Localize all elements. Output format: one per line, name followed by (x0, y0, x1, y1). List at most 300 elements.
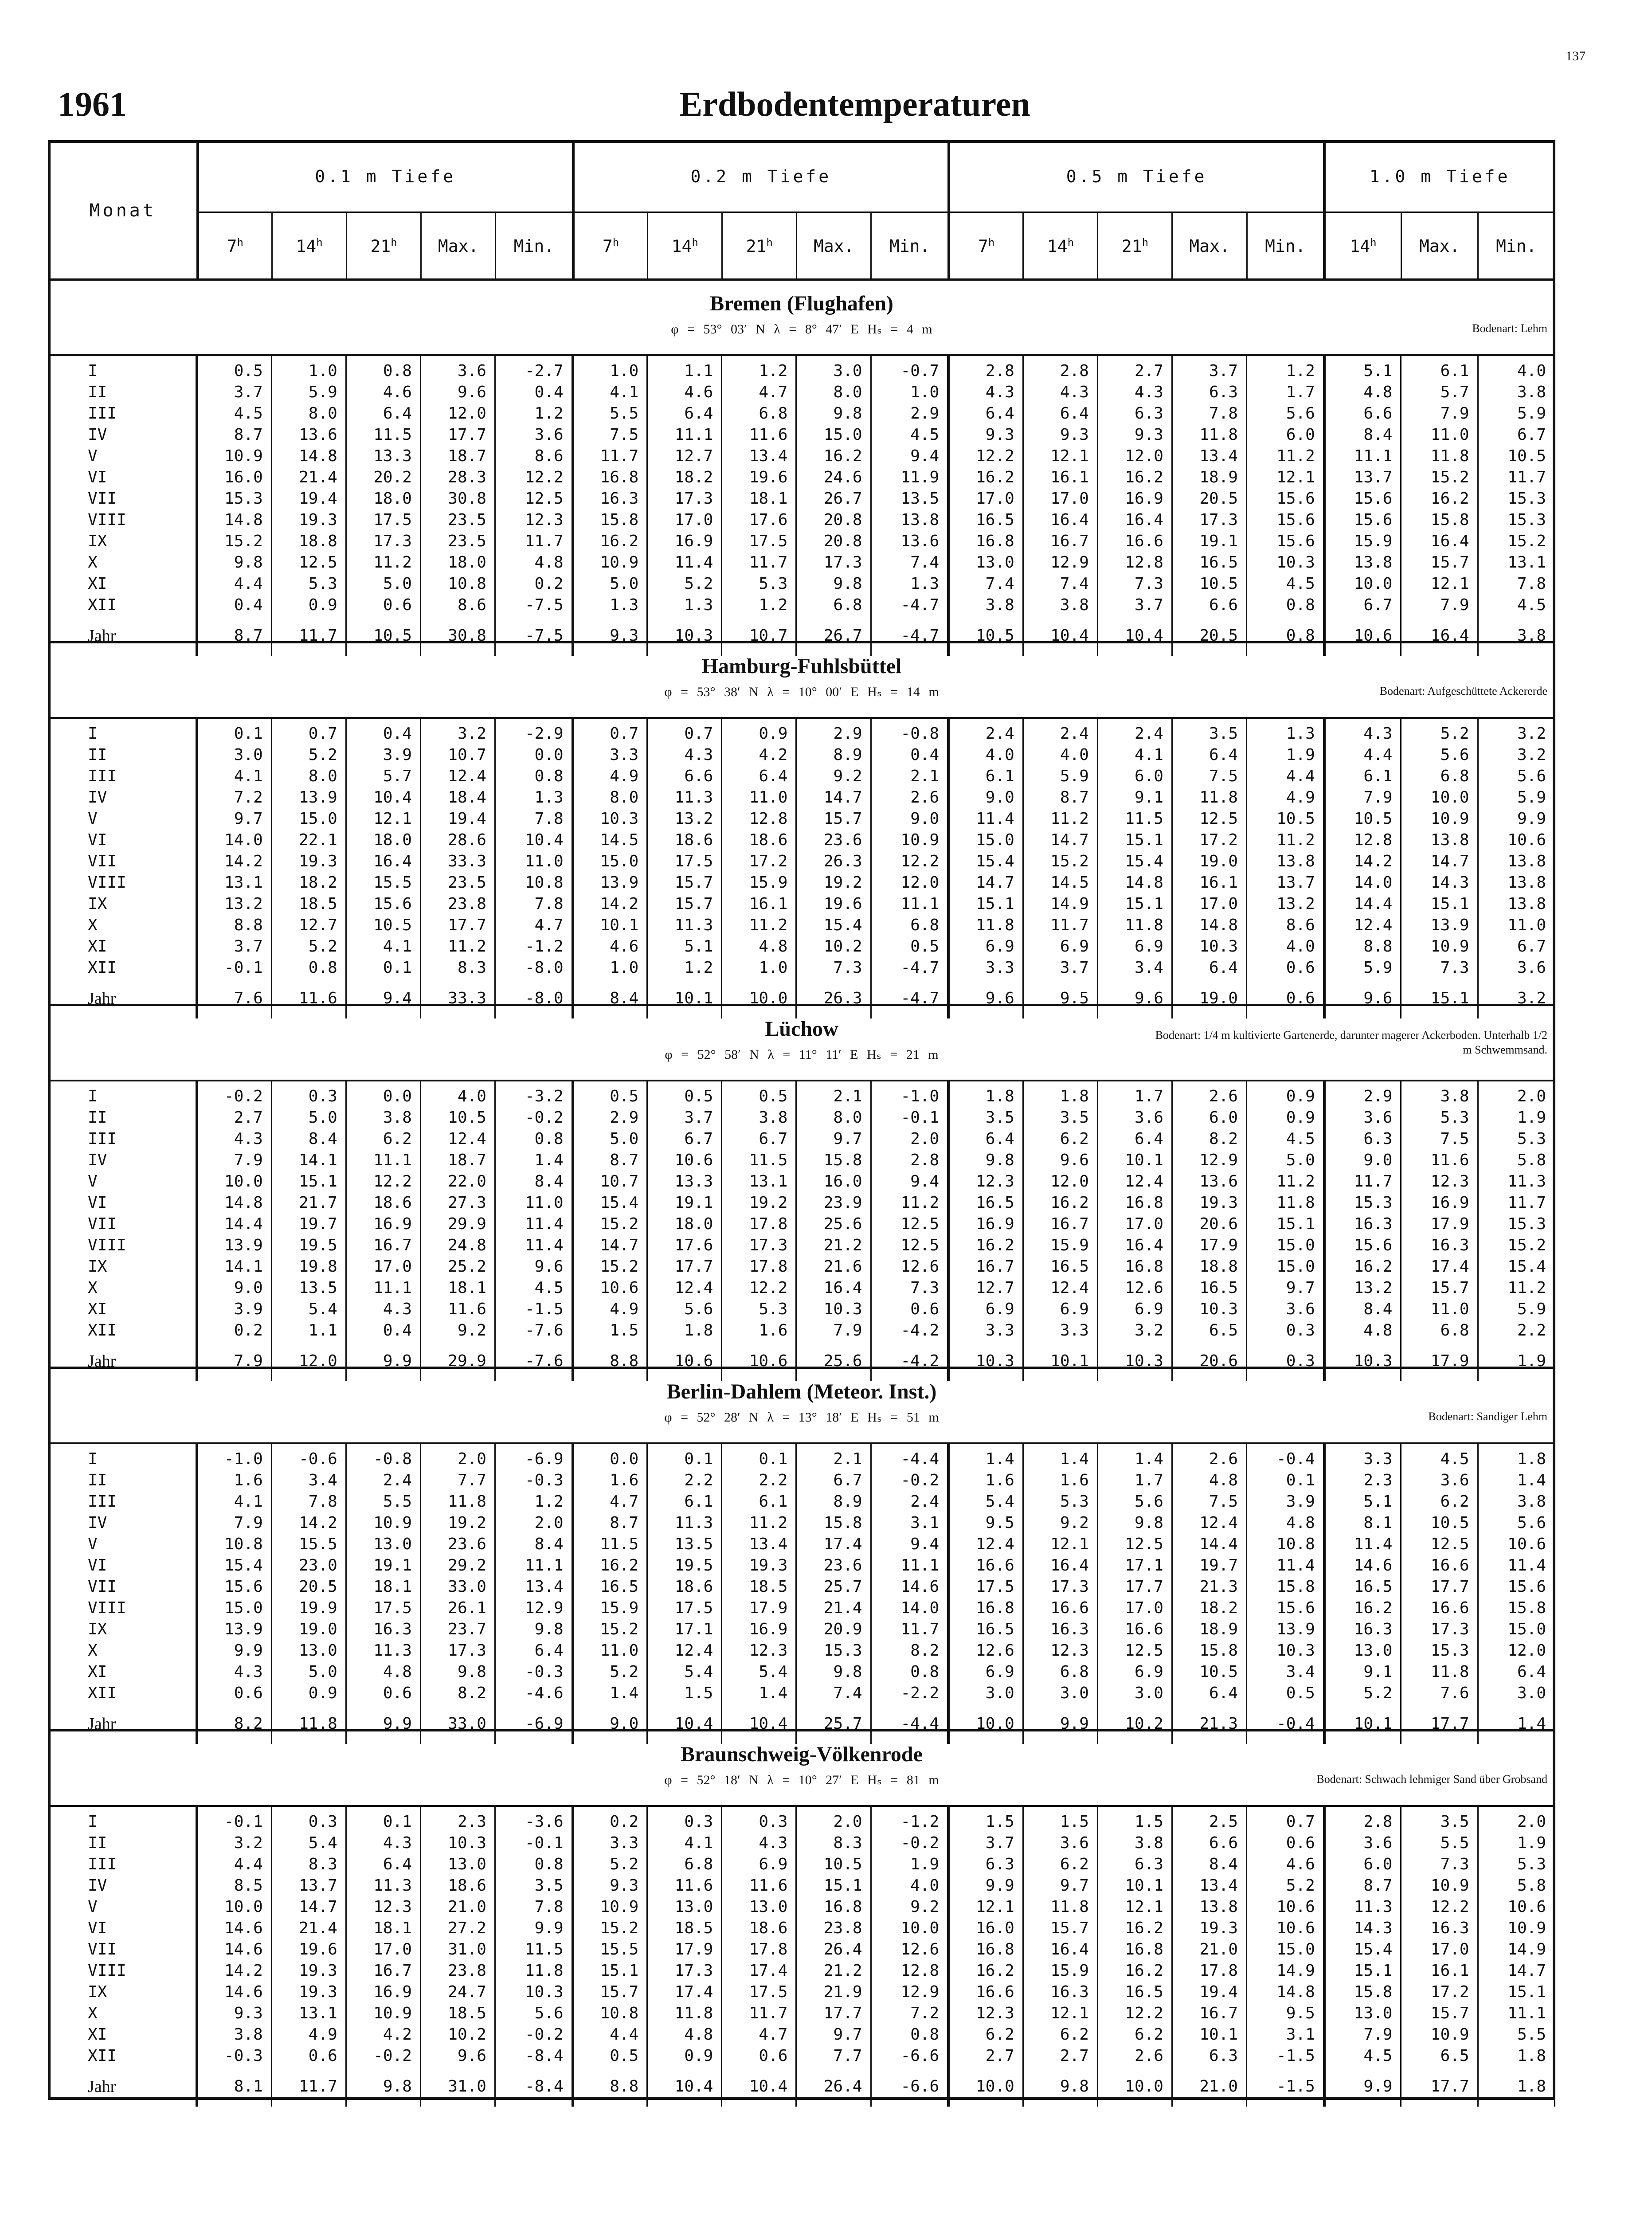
table-cell: 12.5 (271, 552, 346, 573)
table-cell: 9.8 (796, 403, 871, 424)
table-cell: 5.9 (1478, 1299, 1554, 1320)
station-coordinates: φ = 52° 58′ N λ = 11° 11′ E Hₛ = 21 m (665, 1047, 939, 1062)
table-cell: 9.7 (1023, 1875, 1097, 1896)
table-cell: 10.5 (346, 915, 420, 936)
table-cell: 11.0 (1401, 1299, 1478, 1320)
table-cell: 23.5 (420, 872, 495, 893)
table-cell: 13.9 (271, 787, 346, 808)
table-cell: 31.0 (420, 1939, 495, 1960)
table-cell: 10.5 (1172, 573, 1246, 595)
table-cell: 0.5 (197, 356, 271, 382)
table-cell: 4.8 (722, 936, 796, 957)
table-cell: 0.9 (722, 719, 796, 744)
table-cell: 0.8 (495, 766, 572, 787)
month-label: II (48, 744, 197, 766)
table-cell: 0.5 (573, 2045, 647, 2067)
group-header-1-0m: 1.0 m Tiefe (1324, 141, 1554, 212)
table-row (48, 595, 1555, 616)
table-cell: 14.2 (271, 1512, 346, 1534)
table-cell: 20.8 (796, 509, 871, 531)
table-cell: 3.6 (1097, 1107, 1172, 1128)
table-cell: 11.7 (1478, 467, 1554, 488)
table-cell: 16.8 (573, 467, 647, 488)
table-cell: 8.8 (197, 915, 271, 936)
table-cell: 10.5 (420, 1107, 495, 1128)
table-cell: 21.4 (271, 467, 346, 488)
table-cell: 19.3 (271, 509, 346, 531)
table-cell: 1.0 (573, 957, 647, 979)
table-cell: 2.0 (495, 1512, 572, 1534)
table-cell: 9.5 (1023, 979, 1097, 1018)
table-cell: 2.3 (1324, 1470, 1401, 1491)
table-cell: 16.5 (948, 509, 1023, 531)
table-cell: 13.9 (197, 1619, 271, 1640)
table-cell: 16.0 (796, 1171, 871, 1192)
table-cell: 5.3 (1401, 1107, 1478, 1128)
table-cell: 17.3 (647, 1960, 722, 1982)
table-cell: 17.3 (1023, 1576, 1097, 1598)
table-cell: 16.2 (1097, 467, 1172, 488)
table-cell: 4.8 (1324, 382, 1401, 403)
table-cell: 7.3 (1401, 1854, 1478, 1875)
month-label: IX (48, 1619, 197, 1640)
table-cell: 12.1 (1401, 573, 1478, 595)
table-cell: 17.3 (346, 531, 420, 552)
table-cell: -7.5 (495, 595, 572, 616)
table-cell: 14.0 (1324, 872, 1401, 893)
table-cell: 5.2 (647, 573, 722, 595)
table-cell: 3.6 (495, 424, 572, 446)
table-cell: 6.4 (346, 403, 420, 424)
table-cell: 3.8 (1023, 595, 1097, 616)
table-cell: 4.8 (1247, 1512, 1324, 1534)
table-cell: 16.5 (573, 1576, 647, 1598)
table-cell: 29.2 (420, 1555, 495, 1576)
table-cell: 3.0 (197, 744, 271, 766)
table-cell: 6.0 (1247, 424, 1324, 446)
table-cell: 16.4 (1097, 509, 1172, 531)
table-cell: 8.1 (197, 2067, 271, 2107)
table-cell: 11.1 (346, 1150, 420, 1171)
table-cell: 4.9 (1247, 787, 1324, 808)
table-cell: 11.6 (271, 979, 346, 1018)
table-cell: 15.2 (1478, 1235, 1554, 1256)
table-cell: 15.1 (1097, 830, 1172, 851)
month-label: Jahr (48, 979, 197, 1018)
table-cell: 28.6 (420, 830, 495, 851)
subcol-header: 14$^h$ (1324, 212, 1401, 280)
table-cell: 2.4 (871, 1491, 948, 1512)
table-cell: 6.3 (948, 1854, 1023, 1875)
table-cell: 16.1 (1401, 1960, 1478, 1982)
table-cell: 16.7 (346, 1960, 420, 1982)
table-cell: -0.1 (871, 1107, 948, 1128)
month-label: VIII (48, 1960, 197, 1982)
table-cell: 4.3 (197, 1128, 271, 1150)
table-row (48, 1619, 1555, 1640)
table-cell: 11.3 (647, 787, 722, 808)
table-cell: 16.6 (948, 1555, 1023, 1576)
station-block (48, 1004, 1555, 1371)
table-cell: 16.8 (1097, 1939, 1172, 1960)
table-cell: 8.2 (197, 1704, 271, 1744)
table-cell: 5.6 (1478, 1512, 1554, 1534)
table-cell: 15.7 (647, 893, 722, 915)
table-cell: 6.2 (1097, 2024, 1172, 2045)
group-header-0-1m: 0.1 m Tiefe (198, 141, 573, 212)
table-cell: 18.2 (271, 872, 346, 893)
table-cell: 4.0 (871, 1875, 948, 1896)
table-cell: 7.8 (271, 1491, 346, 1512)
table-cell: 13.6 (1172, 1171, 1246, 1192)
table-cell: 2.0 (796, 1807, 871, 1833)
table-cell: 17.3 (1401, 1619, 1478, 1640)
table-cell: 2.5 (1172, 1807, 1246, 1833)
table-cell: 15.7 (1401, 1277, 1478, 1299)
table-cell: 16.4 (1023, 1555, 1097, 1576)
table-cell: 5.9 (1324, 957, 1401, 979)
table-cell: 12.3 (948, 2003, 1023, 2024)
table-cell: 11.9 (871, 467, 948, 488)
table-cell: -0.4 (1247, 1704, 1324, 1744)
table-cell: 3.7 (1172, 356, 1246, 382)
month-label: III (48, 1491, 197, 1512)
table-cell: 16.5 (1097, 1982, 1172, 2003)
table-cell: 5.6 (495, 2003, 572, 2024)
table-cell: 11.8 (1172, 787, 1246, 808)
table-cell: 4.7 (722, 382, 796, 403)
table-cell: 16.4 (346, 851, 420, 872)
table-cell: 15.6 (1247, 488, 1324, 509)
table-cell: 8.7 (573, 1512, 647, 1534)
station-name: Berlin-Dahlem (Meteor. Inst.) (666, 1380, 937, 1403)
table-cell: 15.4 (197, 1555, 271, 1576)
table-cell: 16.1 (1023, 467, 1097, 488)
table-cell: 17.4 (1401, 1256, 1478, 1277)
table-cell: 7.4 (948, 573, 1023, 595)
table-cell: 4.3 (647, 744, 722, 766)
table-cell: 13.8 (871, 509, 948, 531)
table-cell: 18.1 (722, 488, 796, 509)
table-cell: 17.5 (948, 1576, 1023, 1598)
table-cell: 12.5 (1172, 808, 1246, 830)
table-cell: 4.4 (197, 573, 271, 595)
table-cell: 6.4 (1172, 744, 1246, 766)
table-cell: 1.9 (1478, 1341, 1554, 1381)
table-cell: 3.9 (197, 1299, 271, 1320)
table-cell: 16.8 (1097, 1192, 1172, 1214)
table-cell: 12.6 (871, 1256, 948, 1277)
table-cell: 4.4 (1247, 766, 1324, 787)
table-cell: 8.6 (1247, 915, 1324, 936)
table-cell: 10.3 (948, 1341, 1023, 1381)
soil-type: Bodenart: 1/4 m kultivierte Gartenerde, darunter magerer Ackerboden. Unterhalb 1/2 m Schwemmsand. (1155, 1029, 1547, 1056)
table-row (48, 382, 1555, 403)
table-row (48, 424, 1555, 446)
month-label: II (48, 382, 197, 403)
table-cell: 11.6 (722, 424, 796, 446)
table-cell: 11.6 (722, 1875, 796, 1896)
table-cell: 20.5 (1172, 488, 1246, 509)
table-cell: 3.0 (1097, 1683, 1172, 1704)
table-cell: 16.9 (948, 1214, 1023, 1235)
table-cell: 14.7 (1023, 830, 1097, 851)
table-cell: 13.0 (948, 552, 1023, 573)
table-cell: 5.0 (573, 1128, 647, 1150)
table-cell: 14.8 (1172, 915, 1246, 936)
table-cell: 0.6 (871, 1299, 948, 1320)
table-cell: 3.2 (197, 1833, 271, 1854)
table-cell: 9.1 (1324, 1661, 1401, 1683)
table-cell: 4.6 (573, 936, 647, 957)
table-cell: -4.4 (871, 1704, 948, 1744)
table-cell: 11.2 (1247, 1171, 1324, 1192)
subcol-header: Min. (1247, 212, 1324, 280)
table-cell: 8.0 (796, 382, 871, 403)
table-cell: 8.9 (796, 744, 871, 766)
table-cell: 30.8 (420, 616, 495, 656)
table-cell: 11.2 (1023, 808, 1097, 830)
table-cell: 0.6 (346, 595, 420, 616)
subcol-header: Min. (871, 212, 949, 280)
table-cell: 6.4 (495, 1640, 572, 1661)
table-cell: 25.6 (796, 1341, 871, 1381)
table-cell: 12.7 (271, 915, 346, 936)
month-label: XII (48, 1320, 197, 1341)
table-cell: 15.3 (1324, 1192, 1401, 1214)
table-cell: 10.3 (1247, 552, 1324, 573)
table-cell: 10.0 (1401, 787, 1478, 808)
table-cell: 5.6 (1247, 403, 1324, 424)
table-cell: 13.6 (271, 424, 346, 446)
table-cell: 17.7 (647, 1256, 722, 1277)
table-cell: 10.3 (1172, 936, 1246, 957)
table-cell: 2.6 (871, 787, 948, 808)
table-row (48, 1683, 1555, 1704)
month-label: XI (48, 1661, 197, 1683)
table-cell: 8.5 (197, 1875, 271, 1896)
table-cell: 18.0 (420, 552, 495, 573)
table-cell: 5.3 (1478, 1128, 1554, 1150)
table-cell: 0.1 (722, 1444, 796, 1470)
month-label: XII (48, 1683, 197, 1704)
table-cell: 12.9 (1172, 1150, 1246, 1171)
table-cell: 7.8 (495, 1896, 572, 1918)
table-row (48, 2067, 1555, 2107)
table-cell: 14.2 (197, 851, 271, 872)
table-cell: 4.1 (647, 1833, 722, 1854)
table-cell: 3.0 (948, 1683, 1023, 1704)
table-cell: 0.3 (1247, 1341, 1324, 1381)
table-cell: -6.6 (871, 2067, 948, 2107)
table-cell: 14.7 (573, 1235, 647, 1256)
table-cell: -7.5 (495, 616, 572, 656)
table-cell: 11.4 (948, 808, 1023, 830)
table-cell: 20.5 (271, 1576, 346, 1598)
table-cell: 5.7 (1401, 382, 1478, 403)
table-cell: 26.4 (796, 2067, 871, 2107)
table-cell: 8.0 (271, 766, 346, 787)
table-row (48, 1512, 1555, 1534)
table-cell: -0.1 (197, 1807, 271, 1833)
table-cell: 10.5 (796, 1854, 871, 1875)
table-cell: 16.9 (647, 531, 722, 552)
table-cell: 26.4 (796, 1939, 871, 1960)
table-cell: 11.0 (495, 1192, 572, 1214)
table-cell: 8.8 (573, 2067, 647, 2107)
soil-type: Bodenart: Lehm (1472, 322, 1547, 335)
table-cell: 1.7 (1247, 382, 1324, 403)
table-cell: 12.9 (1023, 552, 1097, 573)
station-name: Lüchow (765, 1017, 838, 1041)
table-cell: 8.4 (1172, 1854, 1246, 1875)
table-cell: 10.2 (1097, 1704, 1172, 1744)
table-cell: 15.2 (1023, 851, 1097, 872)
table-cell: 10.7 (722, 616, 796, 656)
subcol-header: 21$^h$ (722, 212, 797, 280)
table-cell: 19.3 (722, 1555, 796, 1576)
table-cell: 15.6 (1247, 1598, 1324, 1619)
table-cell: 13.1 (271, 2003, 346, 2024)
table-cell: 18.0 (346, 488, 420, 509)
table-cell: 11.5 (722, 1150, 796, 1171)
table-cell: 7.3 (1097, 573, 1172, 595)
table-cell: 17.8 (722, 1214, 796, 1235)
table-cell: 11.7 (1324, 1171, 1401, 1192)
table-cell: 3.9 (346, 744, 420, 766)
table-cell: 20.2 (346, 467, 420, 488)
table-cell: 17.9 (722, 1598, 796, 1619)
table-cell: 9.9 (1324, 2067, 1401, 2107)
table-cell: -7.6 (495, 1341, 572, 1381)
station-block (48, 1729, 1555, 2096)
table-cell: 8.2 (871, 1640, 948, 1661)
table-cell: 2.1 (796, 1444, 871, 1470)
table-cell: 1.2 (1247, 356, 1324, 382)
table-cell: 16.5 (1023, 1256, 1097, 1277)
table-cell: 16.2 (948, 1960, 1023, 1982)
table-cell: 11.3 (647, 1512, 722, 1534)
table-cell: 7.7 (796, 2045, 871, 2067)
table-cell: -3.2 (495, 1081, 572, 1107)
table-cell: 4.5 (495, 1277, 572, 1299)
table-cell: 16.7 (1023, 1214, 1097, 1235)
table-cell: 9.4 (871, 1171, 948, 1192)
table-cell: 15.3 (197, 488, 271, 509)
station-header (48, 1369, 1555, 1444)
table-cell: 19.1 (1172, 531, 1246, 552)
month-label: V (48, 808, 197, 830)
table-row (48, 766, 1555, 787)
table-cell: 10.1 (1097, 1875, 1172, 1896)
table-cell: 9.3 (197, 2003, 271, 2024)
table-cell: -8.0 (495, 979, 572, 1018)
table-cell: 1.8 (1478, 2067, 1554, 2107)
table-cell: 15.8 (1478, 1598, 1554, 1619)
table-cell: 7.5 (1172, 766, 1246, 787)
table-cell: 11.1 (495, 1555, 572, 1576)
subcol-header: Max. (421, 212, 496, 280)
table-cell: 16.6 (1401, 1598, 1478, 1619)
table-cell: 12.2 (1097, 2003, 1172, 2024)
table-cell: 12.0 (1023, 1171, 1097, 1192)
table-cell: 19.0 (1172, 979, 1246, 1018)
table-cell: 1.2 (495, 403, 572, 424)
table-cell: 21.2 (796, 1235, 871, 1256)
table-cell: 10.1 (573, 915, 647, 936)
table-cell: 19.0 (271, 1619, 346, 1640)
table-cell: -0.7 (871, 356, 948, 382)
station-header (48, 1006, 1555, 1081)
table-cell: 0.8 (271, 957, 346, 979)
table-row (48, 1534, 1555, 1555)
month-label: XI (48, 2024, 197, 2045)
table-cell: 26.7 (796, 616, 871, 656)
table-cell: 4.0 (1478, 356, 1554, 382)
table-cell: 6.3 (1324, 1128, 1401, 1150)
table-cell: 0.8 (1247, 595, 1324, 616)
table-cell: 7.2 (197, 787, 271, 808)
table-cell: 16.8 (948, 1598, 1023, 1619)
table-cell: 17.9 (1401, 1341, 1478, 1381)
table-cell: 10.8 (495, 872, 572, 893)
table-cell: 15.1 (1401, 893, 1478, 915)
table-row (48, 957, 1555, 979)
table-cell: 16.3 (1401, 1918, 1478, 1939)
table-cell: 10.2 (796, 936, 871, 957)
table-cell: 29.9 (420, 1341, 495, 1381)
table-cell: 4.5 (1247, 1128, 1324, 1150)
table-cell: 12.4 (1172, 1512, 1246, 1534)
table-cell: 26.1 (420, 1598, 495, 1619)
table-cell: -0.1 (495, 1833, 572, 1854)
table-row (48, 1107, 1555, 1128)
table-cell: 13.8 (1478, 893, 1554, 915)
table-row (48, 403, 1555, 424)
table-cell: 17.5 (722, 531, 796, 552)
table-cell: 12.1 (1097, 1896, 1172, 1918)
table-cell: 10.3 (1097, 1341, 1172, 1381)
table-cell: 6.7 (796, 1470, 871, 1491)
table-cell: 1.7 (1097, 1470, 1172, 1491)
table-cell: 9.8 (796, 1661, 871, 1683)
table-cell: 2.0 (871, 1128, 948, 1150)
table-cell: 14.0 (871, 1598, 948, 1619)
table-cell: 15.6 (1324, 1235, 1401, 1256)
month-label: IX (48, 1256, 197, 1277)
table-cell: 4.8 (1172, 1470, 1246, 1491)
table-cell: 3.3 (1324, 1444, 1401, 1470)
month-label: IV (48, 787, 197, 808)
table-cell: 4.0 (420, 1081, 495, 1107)
table-cell: -4.6 (495, 1683, 572, 1704)
table-cell: 7.6 (1401, 1683, 1478, 1704)
table-cell: 4.8 (346, 1661, 420, 1683)
month-label: IV (48, 1150, 197, 1171)
station-block (48, 278, 1555, 645)
subcol-header: Max. (1172, 212, 1247, 280)
table-cell: 1.4 (1023, 1444, 1097, 1470)
table-cell: 6.1 (722, 1491, 796, 1512)
table-cell: 15.6 (1247, 509, 1324, 531)
table-cell: 0.1 (197, 719, 271, 744)
table-cell: 2.6 (1172, 1081, 1246, 1107)
month-label: VII (48, 488, 197, 509)
table-cell: 16.1 (1172, 872, 1246, 893)
table-cell: 10.0 (948, 2067, 1023, 2107)
table-cell: 11.7 (871, 1619, 948, 1640)
table-cell: 16.9 (346, 1982, 420, 2003)
